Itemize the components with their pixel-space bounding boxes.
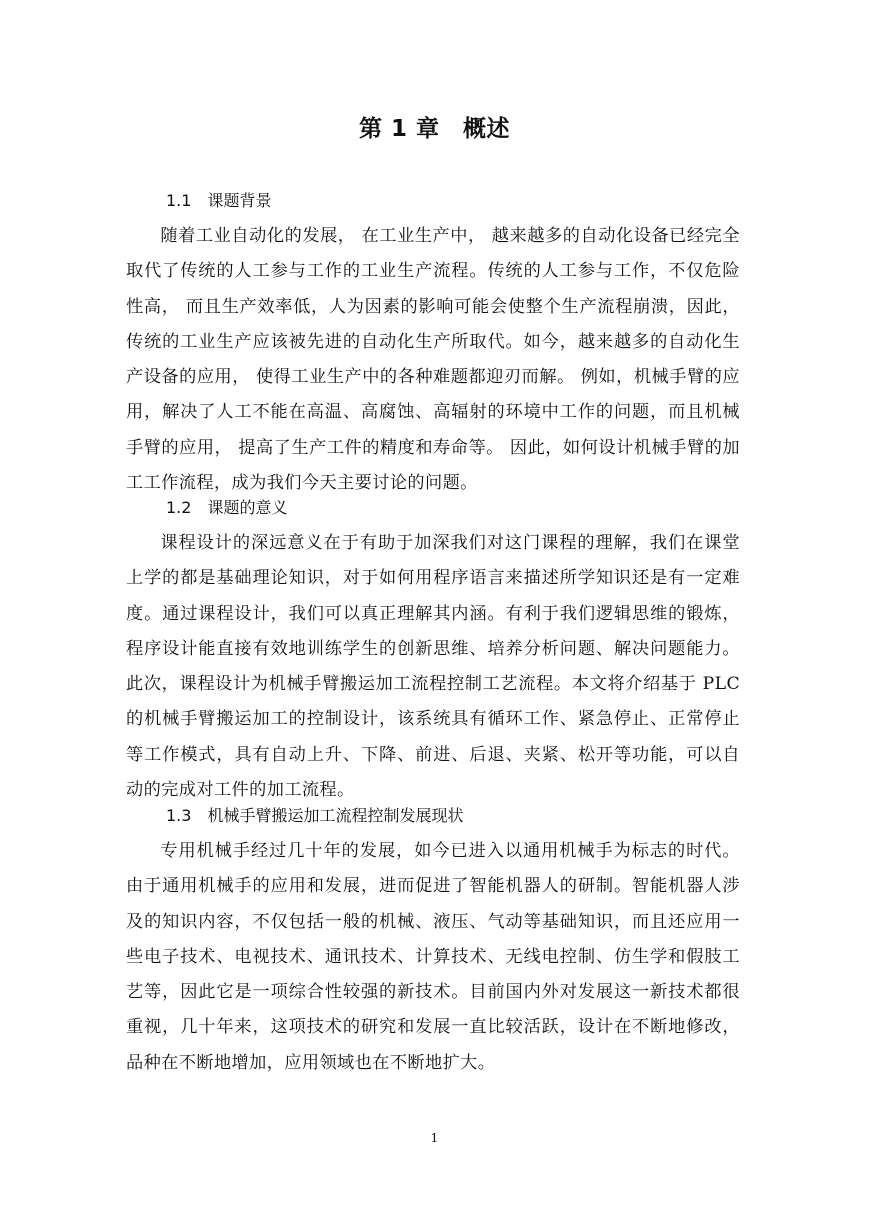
- section-paragraph-1-3: 专用机械手经过几十年的发展，如今已进入以通用机械手为标志的时代。由于通用机械手的应用和发展，进而促进了智能机器人的研制。智能机器人涉及的知识内容，不仅包括一般的机械、液压、气动等基础知识，而且还应用一些电子技术、电视技术、通讯技术、计算技术、无线电控制、仿生学和假肢工艺等，因此它是一项综合性较强的新技术。目前国内外对发展这一新技术都很重视，几十年来，这项技术的研究和发展一直比较活跃，设计在不断地修改，品种在不断地增加，应用领域也在不断地扩大。: [126, 841, 740, 1073]
- section-heading-1-2: 1.2 课题的意义: [166, 498, 288, 517]
- page-number: 1: [430, 1131, 439, 1145]
- section-paragraph-1-1: 随着工业自动化的发展， 在工业生产中， 越来越多的自动化设备已经完全取代了传统的人工参与工作的工业生产流程。传统的人工参与工作，不仅危险性高， 而且生产效率低，人为因素的影响可能会使整个生产流程崩溃，因此，传统的工业生产应该被先进的自动化生产所取代。如今，越来越多的自动化生产设备的应用， 使得工业生产中的各种难题都迎刃而解。 例如，机械手臂的应用，解决了人工不能在高温、高腐蚀、高辐射的环境中工作的问题，而且机械手臂的应用， 提高了生产工件的精度和寿命等。 因此，如何设计机械手臂的加工工作流程，成为我们今天主要讨论的问题。: [126, 226, 740, 494]
- section-paragraph-1-2: 课程设计的深远意义在于有助于加深我们对这门课程的理解，我们在课堂上学的都是基础理论知识，对于如何用程序语言来描述所学知识还是有一定难度。通过课程设计，我们可以真正理解其内涵。有利于我们逻辑思维的锻炼，程序设计能直接有效地训练学生的创新思维、培养分析问题、解决问题能力。此次，课程设计为机械手臂搬运加工流程控制工艺流程。本文将介绍基于 PLC 的机械手臂搬运加工的控制设计，该系统具有循环工作、紧急停止、正常停止等工作模式，具有自动上升、下降、前进、后退、夹紧、松开等功能，可以自动的完成对工件的加工流程。: [126, 533, 740, 801]
- section-heading-1-1: 1.1 课题背景: [166, 191, 272, 210]
- section-heading-1-3: 1.3 机械手臂搬运加工流程控制发展现状: [166, 806, 464, 825]
- chapter-title: 第 1 章 概述: [358, 116, 511, 142]
